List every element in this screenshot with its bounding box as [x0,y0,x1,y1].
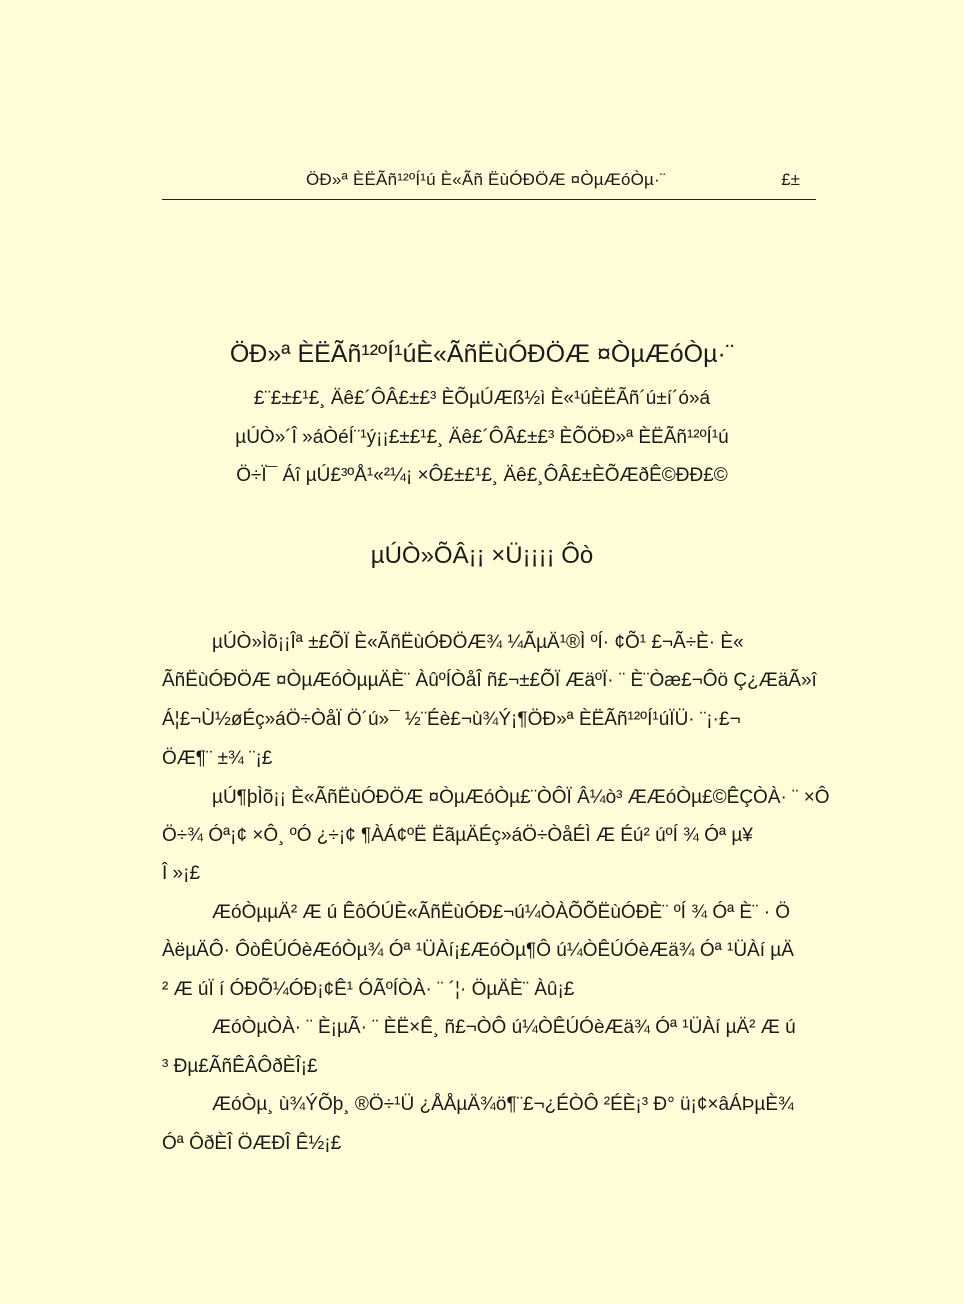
body-line: ÀëµÄÔ· ÔòÊÚÓèÆóÒµ¾ Óª ¹ÜÀí¡£ÆóÒµ¶Ô ú¼ÒÊÚÓèÆä¾ Óª ¹ÜÀí µÄ [162,940,794,961]
body-line: Î »¡£ [162,863,201,884]
body-line: ³ Ðµ£ÃñÊÂÔðÈÎ¡£ [162,1056,318,1077]
body-line: µÚÒ»Ìõ¡¡Îª ±£ÕÏ È«ÃñËùÓÐÖÆ¾ ¼ÃµÄ¹®Ì ºÍ· ¢Õ¹ £¬Ã÷È· È« [212,632,744,653]
body-line: Á¦£¬Ù½øÉç»áÖ÷ÒåÏ Ö´ú»¯ ½¨Éè£¬ù¾Ý¡¶ÖÐ»ª ÈËÃñ¹²ºÍ¹úÏÜ· ¨¡·£¬ [162,709,741,730]
running-head [162,165,816,200]
page-number: £± [781,170,800,189]
body-line: ÆóÒµÒÀ· ¨ È¡µÃ· ¨ ÈË×Ê¸ ñ£¬ÒÔ ú¼ÒÊÚÓèÆä¾ Óª ¹ÜÀí µÄ² Æ ú [212,1017,796,1038]
running-title: ÖÐ»ª ÈËÃñ¹²ºÍ¹ú È«Ãñ ËùÓÐÖÆ ¤ÒµÆóÒµ·¨ [306,170,666,189]
affiliation-line: £¨£±£¹£¸ Äê£´ÔÂ£±£³ ÈÕµÚÆß½ì È«¹úÈËÃñ´ú±í´ó»á [253,388,711,409]
body-line: µÚ¶þÌõ¡¡ È«ÃñËùÓÐÖÆ ¤ÒµÆóÒµ£¨ÒÔÏ Â¼ò³ ÆÆóÒµ£©ÊÇÒÀ· ¨ ×Ô [212,787,830,808]
section-heading: µÚÒ»ÕÂ¡¡ ×Ü¡¡¡¡ Ôò [370,542,594,569]
body-line: ÆóÒµµÄ² Æ ú ÊôÓÚÈ«ÃñËùÓÐ£¬ú¼ÒÀÕÕËùÓÐÈ¨ ºÍ ¾ Óª È¨ · Ö [212,902,791,923]
body-line: Óª ÔðÈÎ ÖÆÐÎ Ê½¡£ [162,1133,342,1154]
body-line: Ö÷¾ Óª¡¢ ×Ô¸ ºÓ ¿÷¡¢ ¶ÀÁ¢ºË ËãµÄÉç»áÖ÷ÒåÉÌ Æ Éú² úºÍ ¾ Óª µ¥ [162,825,753,846]
document-title: ÖÐ»ª ÈËÃñ¹²ºÍ¹úÈ«ÃñËùÓÐÖÆ ¤ÒµÆóÒµ·¨ [229,340,735,368]
body-line: ² Æ úÏ í ÓÐÕ¼ÓÐ¡¢Ê¹ ÓÃºÍÒÀ· ¨ ´¦· ÖµÄÈ¨ Àû¡£ [162,979,575,1000]
affiliation-line: µÚÒ»´Î »áÒéÍ¨¹ý¡¡£±£¹£¸ Äê£´ÔÂ£±£³ ÈÕÖÐ»ª ÈËÃñ¹²ºÍ¹ú [235,427,729,448]
body-line: ÖÆ¶¨ ±¾ ¨¡£ [162,748,273,769]
body-line: ÆóÒµ¸ ù¾ÝÕþ¸ ®Ö÷¹Ü ¿ÅÅµÄ¾ö¶¨£¬¿ÉÒÔ ²ÉÈ¡³ Ð° ü¡¢×âÁÞµÈ¾ [212,1094,794,1115]
affiliation-line: Ö÷Ï¯ Áî µÚ£³ºÅ¹«²¼¡ ×Ô£±£¹£¸ Äê£¸ÔÂ£±ÈÕÆðÊ©ÐÐ£© [236,465,728,486]
body-line: ÃñËùÓÐÖÆ ¤ÒµÆóÒµµÄÈ¨ ÀûºÍÒåÎ ñ£¬±£ÕÏ ÆäºÏ· ¨ È¨Òæ£¬Ôö Ç¿ÆäÃ»î [162,670,817,691]
